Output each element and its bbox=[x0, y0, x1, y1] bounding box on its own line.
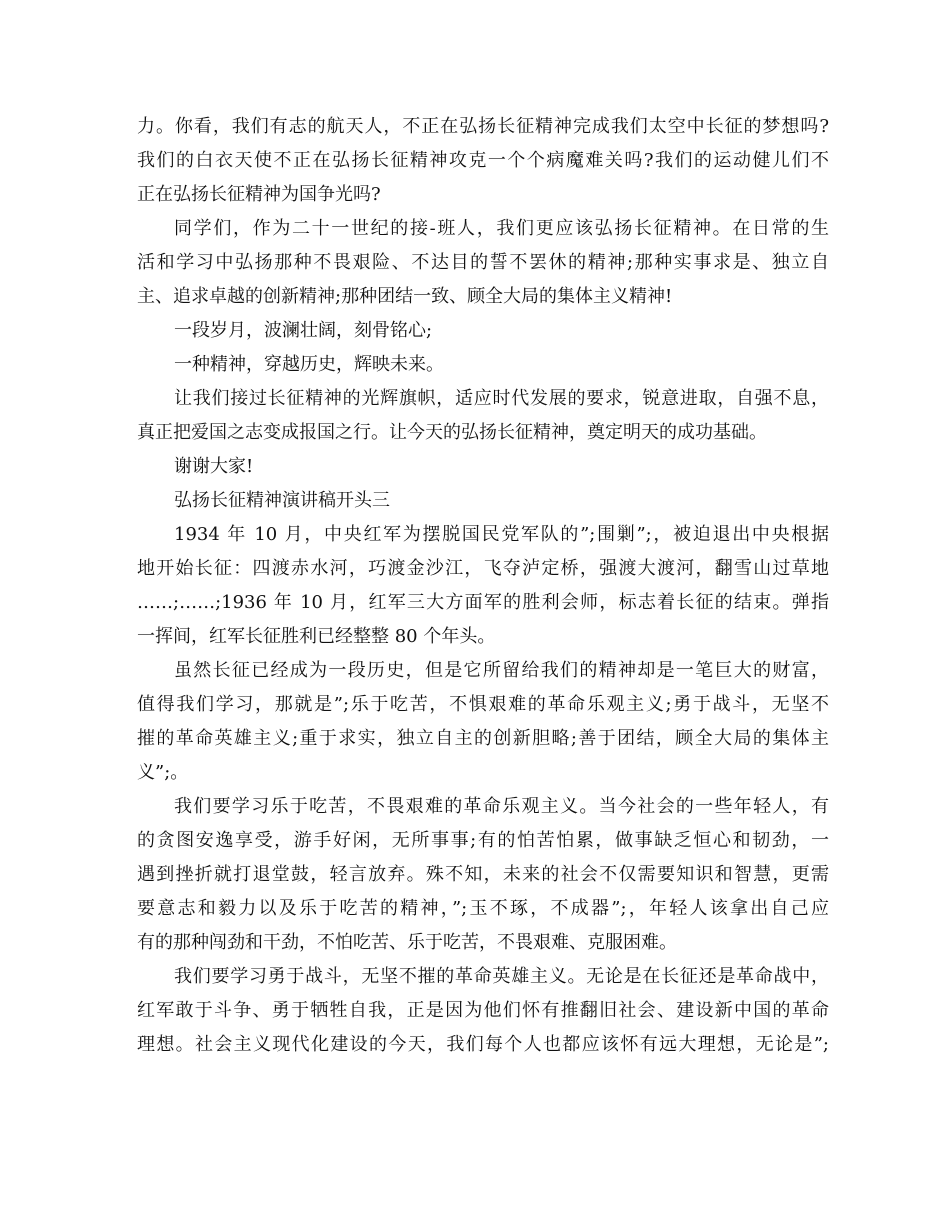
paragraph-start-line: 一种精神，穿越历史，辉映未来。 bbox=[174, 354, 444, 375]
text-line: 地开始长征：四渡赤水河，巧渡金沙江，飞夺泸定桥，强渡大渡河，翻雪山过草地 bbox=[137, 558, 829, 579]
text-line: 遇到挫折就打退堂鼓，轻言放弃。殊不知，未来的社会不仅需要知识和智慧，更需 bbox=[137, 864, 829, 885]
paragraph-start-line: 1934 年 10 月，中央红军为摆脱国民党军队的”;围剿”;，被迫退出中央根据 bbox=[174, 524, 829, 545]
text-line: 力。你看，我们有志的航天人，不正在弘扬长征精神完成我们太空中长征的梦想吗? bbox=[137, 116, 829, 137]
paragraph-start-line: 一段岁月，波澜壮阔，刻骨铭心; bbox=[174, 320, 433, 341]
text-line: ……;……;1936 年 10 月，红军三大方面军的胜利会师，标志着长征的结束。弹指 bbox=[137, 592, 829, 613]
text-line: 要意志和毅力以及乐于吃苦的精神，”;玉不琢，不成器”;，年轻人该拿出自己应 bbox=[137, 898, 829, 919]
document-body bbox=[137, 110, 829, 1062]
text-line: 摧的革命英雄主义;重于求实，独立自主的创新胆略;善于团结，顾全大局的集体主 bbox=[137, 728, 829, 749]
text-line: 理想。社会主义现代化建设的今天，我们每个人也都应该怀有远大理想，无论是”; bbox=[137, 1034, 829, 1055]
paragraph-start-line: 让我们接过长征精神的光辉旗帜，适应时代发展的要求，锐意进取，自强不息， bbox=[174, 388, 829, 409]
paragraph-start-line: 我们要学习勇于战斗，无坚不摧的革命英雄主义。无论是在长征还是革命战中， bbox=[174, 966, 829, 987]
text-line: 值得我们学习，那就是”;乐于吃苦，不惧艰难的革命乐观主义;勇于战斗，无坚不 bbox=[137, 694, 829, 715]
text-line: 我们的白衣天使不正在弘扬长征精神攻克一个个病魔难关吗?我们的运动健儿们不 bbox=[137, 150, 829, 171]
paragraph-start-line: 虽然长征已经成为一段历史，但是它所留给我们的精神却是一笔巨大的财富， bbox=[174, 660, 829, 681]
text-line: 活和学习中弘扬那种不畏艰险、不达目的誓不罢休的精神;那种实事求是、独立自 bbox=[137, 252, 829, 273]
text-line: 红军敢于斗争、勇于牺牲自我，正是因为他们怀有推翻旧社会、建设新中国的革命 bbox=[137, 1000, 829, 1021]
paragraph-start-line: 我们要学习乐于吃苦，不畏艰难的革命乐观主义。当今社会的一些年轻人，有 bbox=[174, 796, 829, 817]
text-line: 有的那种闯劲和干劲，不怕吃苦、乐于吃苦，不畏艰难、克服困难。 bbox=[137, 932, 677, 953]
text-line: 主、追求卓越的创新精神;那种团结一致、顾全大局的集体主义精神! bbox=[137, 286, 673, 307]
paragraph-start-line: 同学们，作为二十一世纪的接-班人，我们更应该弘扬长征精神。在日常的生 bbox=[174, 218, 829, 239]
text-line: 真正把爱国之志变成报国之行。让今天的弘扬长征精神，奠定明天的成功基础。 bbox=[137, 422, 767, 443]
text-line: 义”;。 bbox=[137, 762, 189, 783]
text-line: 正在弘扬长征精神为国争光吗? bbox=[137, 184, 381, 205]
text-line: 一挥间，红军长征胜利已经整整 80 个年头。 bbox=[137, 626, 496, 647]
text-line: 的贪图安逸享受，游手好闲，无所事事;有的怕苦怕累，做事缺乏恒心和韧劲，一 bbox=[137, 830, 829, 851]
closing-line: 谢谢大家! bbox=[174, 456, 254, 477]
section-heading: 弘扬长征精神演讲稿开头三 bbox=[174, 490, 390, 511]
